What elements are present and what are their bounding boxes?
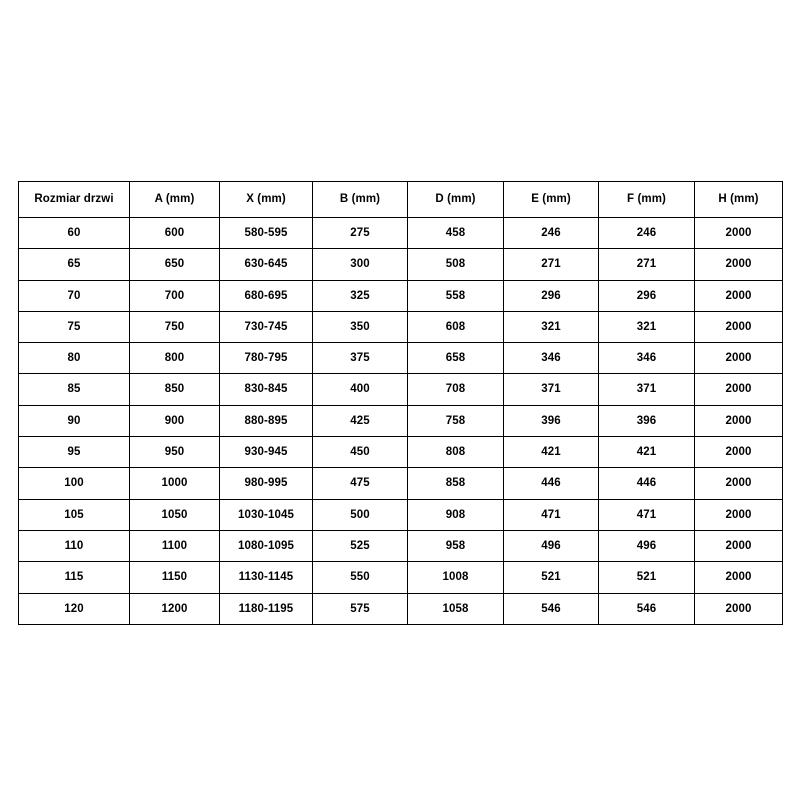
cell-e: 271 — [504, 249, 599, 280]
cell-e: 521 — [504, 562, 599, 593]
table-row — [19, 437, 783, 468]
dimensions-table — [18, 181, 783, 625]
table-row — [19, 280, 783, 311]
cell-a: 1000 — [130, 468, 220, 499]
cell-e: 396 — [504, 405, 599, 436]
table-row — [19, 218, 783, 249]
cell-a: 700 — [130, 280, 220, 311]
cell-h: 2000 — [695, 405, 783, 436]
cell-a: 850 — [130, 374, 220, 405]
column-header-f: F (mm) — [599, 182, 695, 218]
cell-e: 471 — [504, 499, 599, 530]
cell-x: 630-645 — [220, 249, 313, 280]
cell-x: 830-845 — [220, 374, 313, 405]
cell-d: 1008 — [408, 562, 504, 593]
cell-door-size: 100 — [19, 468, 130, 499]
cell-b: 475 — [313, 468, 408, 499]
cell-a: 650 — [130, 249, 220, 280]
table-row — [19, 499, 783, 530]
cell-b: 450 — [313, 437, 408, 468]
cell-h: 2000 — [695, 311, 783, 342]
cell-d: 808 — [408, 437, 504, 468]
table-row — [19, 593, 783, 624]
cell-b: 525 — [313, 530, 408, 561]
cell-b: 375 — [313, 343, 408, 374]
table-row — [19, 562, 783, 593]
cell-d: 558 — [408, 280, 504, 311]
column-header-a: A (mm) — [130, 182, 220, 218]
cell-x: 580-595 — [220, 218, 313, 249]
cell-b: 300 — [313, 249, 408, 280]
cell-f: 471 — [599, 499, 695, 530]
cell-d: 658 — [408, 343, 504, 374]
cell-a: 800 — [130, 343, 220, 374]
dimensions-table-container — [18, 181, 782, 625]
cell-x: 1030-1045 — [220, 499, 313, 530]
cell-f: 521 — [599, 562, 695, 593]
cell-door-size: 60 — [19, 218, 130, 249]
column-header-d: D (mm) — [408, 182, 504, 218]
cell-d: 458 — [408, 218, 504, 249]
cell-door-size: 75 — [19, 311, 130, 342]
column-header-x: X (mm) — [220, 182, 313, 218]
cell-a: 750 — [130, 311, 220, 342]
cell-f: 346 — [599, 343, 695, 374]
cell-h: 2000 — [695, 562, 783, 593]
cell-e: 421 — [504, 437, 599, 468]
cell-f: 496 — [599, 530, 695, 561]
cell-f: 271 — [599, 249, 695, 280]
cell-d: 758 — [408, 405, 504, 436]
cell-a: 1100 — [130, 530, 220, 561]
cell-h: 2000 — [695, 249, 783, 280]
cell-door-size: 70 — [19, 280, 130, 311]
table-header-row — [19, 182, 783, 218]
cell-x: 1180-1195 — [220, 593, 313, 624]
cell-d: 1058 — [408, 593, 504, 624]
cell-f: 321 — [599, 311, 695, 342]
cell-h: 2000 — [695, 218, 783, 249]
cell-d: 958 — [408, 530, 504, 561]
cell-h: 2000 — [695, 593, 783, 624]
cell-door-size: 110 — [19, 530, 130, 561]
cell-x: 1130-1145 — [220, 562, 313, 593]
column-header-b: B (mm) — [313, 182, 408, 218]
table-row — [19, 468, 783, 499]
cell-door-size: 90 — [19, 405, 130, 436]
cell-b: 575 — [313, 593, 408, 624]
table-row — [19, 530, 783, 561]
table-header — [19, 182, 783, 218]
table-row — [19, 249, 783, 280]
cell-f: 446 — [599, 468, 695, 499]
cell-e: 246 — [504, 218, 599, 249]
cell-e: 371 — [504, 374, 599, 405]
cell-e: 446 — [504, 468, 599, 499]
cell-a: 900 — [130, 405, 220, 436]
table-row — [19, 405, 783, 436]
cell-x: 680-695 — [220, 280, 313, 311]
cell-b: 500 — [313, 499, 408, 530]
cell-door-size: 85 — [19, 374, 130, 405]
cell-h: 2000 — [695, 530, 783, 561]
cell-x: 780-795 — [220, 343, 313, 374]
cell-b: 400 — [313, 374, 408, 405]
cell-f: 371 — [599, 374, 695, 405]
cell-a: 1150 — [130, 562, 220, 593]
cell-h: 2000 — [695, 499, 783, 530]
table-row — [19, 311, 783, 342]
cell-f: 421 — [599, 437, 695, 468]
cell-h: 2000 — [695, 343, 783, 374]
cell-b: 350 — [313, 311, 408, 342]
table-row — [19, 343, 783, 374]
cell-b: 425 — [313, 405, 408, 436]
cell-e: 296 — [504, 280, 599, 311]
cell-door-size: 65 — [19, 249, 130, 280]
cell-x: 980-995 — [220, 468, 313, 499]
cell-h: 2000 — [695, 468, 783, 499]
cell-door-size: 95 — [19, 437, 130, 468]
table-row — [19, 374, 783, 405]
cell-d: 858 — [408, 468, 504, 499]
cell-d: 608 — [408, 311, 504, 342]
cell-e: 546 — [504, 593, 599, 624]
cell-h: 2000 — [695, 437, 783, 468]
cell-a: 600 — [130, 218, 220, 249]
cell-a: 950 — [130, 437, 220, 468]
cell-f: 246 — [599, 218, 695, 249]
cell-x: 1080-1095 — [220, 530, 313, 561]
cell-f: 546 — [599, 593, 695, 624]
cell-x: 880-895 — [220, 405, 313, 436]
cell-h: 2000 — [695, 280, 783, 311]
cell-door-size: 80 — [19, 343, 130, 374]
table-body — [19, 218, 783, 625]
cell-e: 346 — [504, 343, 599, 374]
cell-f: 296 — [599, 280, 695, 311]
cell-door-size: 105 — [19, 499, 130, 530]
cell-x: 730-745 — [220, 311, 313, 342]
column-header-door-size: Rozmiar drzwi — [19, 182, 130, 218]
cell-f: 396 — [599, 405, 695, 436]
cell-x: 930-945 — [220, 437, 313, 468]
column-header-h: H (mm) — [695, 182, 783, 218]
cell-d: 508 — [408, 249, 504, 280]
cell-door-size: 120 — [19, 593, 130, 624]
cell-h: 2000 — [695, 374, 783, 405]
column-header-e: E (mm) — [504, 182, 599, 218]
cell-a: 1200 — [130, 593, 220, 624]
cell-b: 325 — [313, 280, 408, 311]
cell-door-size: 115 — [19, 562, 130, 593]
cell-d: 708 — [408, 374, 504, 405]
cell-b: 550 — [313, 562, 408, 593]
cell-b: 275 — [313, 218, 408, 249]
cell-e: 321 — [504, 311, 599, 342]
cell-e: 496 — [504, 530, 599, 561]
cell-a: 1050 — [130, 499, 220, 530]
cell-d: 908 — [408, 499, 504, 530]
